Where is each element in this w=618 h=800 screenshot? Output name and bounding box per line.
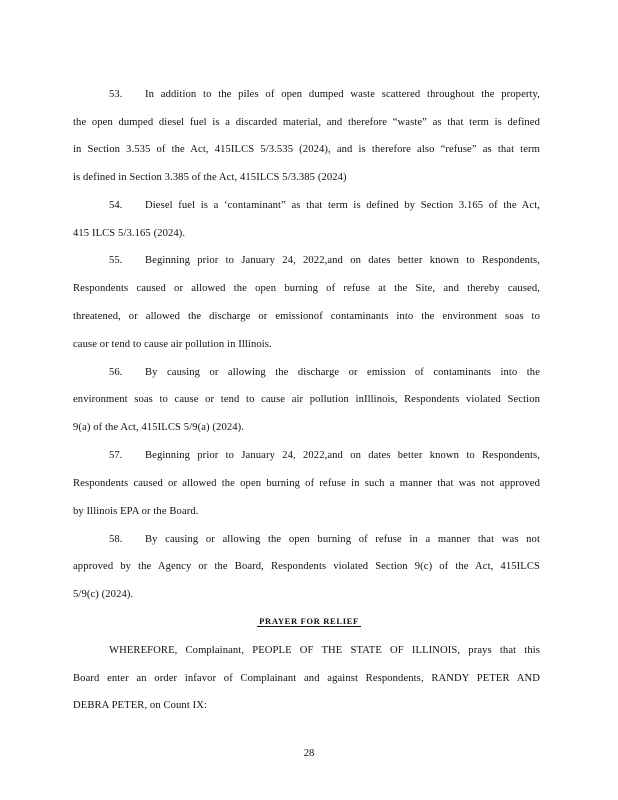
paragraph-56-line-1: 56. By causing or allowing the discharge or emission of contaminants into the	[109, 367, 540, 378]
paragraph-53-line-3: in Section 3.535 of the Act, 415ILCS 5/3.535 (2024), and is therefore also “refuse” as that term	[73, 144, 540, 155]
paragraph-57-line-2: Respondents caused or allowed the open burning of refuse in such a manner that was not approved	[73, 478, 540, 489]
paragraph-58-line-2: approved by the Agency or the Board, Respondents violated Section 9(c) of the Act, 415ILCS	[73, 561, 540, 572]
paragraph-58-line-1: 58. By causing or allowing the open burning of refuse in a manner that was not	[109, 534, 540, 545]
paragraph-number: 58.	[109, 534, 123, 545]
paragraph-number: 55.	[109, 255, 123, 266]
paragraph-53-line-1: 53. In addition to the piles of open dumped waste scattered throughout the property,	[109, 89, 540, 100]
paragraph-55-line-2: Respondents caused or allowed the open burning of refuse at the Site, and thereby caused,	[73, 283, 540, 294]
paragraph-53-line-4: is defined in Section 3.385 of the Act, 415ILCS 5/3.385 (2024)	[73, 172, 347, 183]
paragraph-58-line-3: 5/9(c) (2024).	[73, 589, 134, 600]
paragraph-55-line-3: threatened, or allowed the discharge or emissionof contaminants into the environment soas to	[73, 311, 540, 322]
paragraph-53-line-2: the open dumped diesel fuel is a discarded material, and therefore “waste” as that term is defined	[73, 117, 540, 128]
paragraph-57-line-3: by Illinois EPA or the Board.	[73, 506, 199, 517]
prayer-for-relief-heading: PRAYER FOR RELIEF	[259, 616, 359, 626]
paragraph-55-line-4: cause or tend to cause air pollution in Illinois.	[73, 339, 272, 350]
prayer-line-1: WHEREFORE, Complainant, PEOPLE OF THE STATE OF ILLINOIS, prays that this	[109, 645, 540, 656]
page-number: 28	[303, 748, 315, 759]
paragraph-57-line-1: 57. Beginning prior to January 24, 2022,and on dates better known to Respondents,	[109, 450, 540, 461]
prayer-line-3: DEBRA PETER, on Count IX:	[73, 700, 208, 711]
paragraph-54-line-2: 415 ILCS 5/3.165 (2024).	[73, 228, 186, 239]
paragraph-56-line-3: 9(a) of the Act, 415ILCS 5/9(a) (2024).	[73, 422, 245, 433]
paragraph-55-line-1: 55. Beginning prior to January 24, 2022,and on dates better known to Respondents,	[109, 255, 540, 266]
paragraph-number: 53.	[109, 89, 123, 100]
paragraph-56-line-2: environment soas to cause or tend to cause air pollution inIllinois, Respondents violated Section	[73, 394, 540, 405]
paragraph-54-line-1: 54. Diesel fuel is a ‘contaminant” as that term is defined by Section 3.165 of the Act,	[109, 200, 540, 211]
paragraph-number: 54.	[109, 200, 123, 211]
paragraph-number: 57.	[109, 450, 123, 461]
paragraph-number: 56.	[109, 367, 123, 378]
prayer-line-2: Board enter an order infavor of Complainant and against Respondents, RANDY PETER AND	[73, 673, 540, 684]
